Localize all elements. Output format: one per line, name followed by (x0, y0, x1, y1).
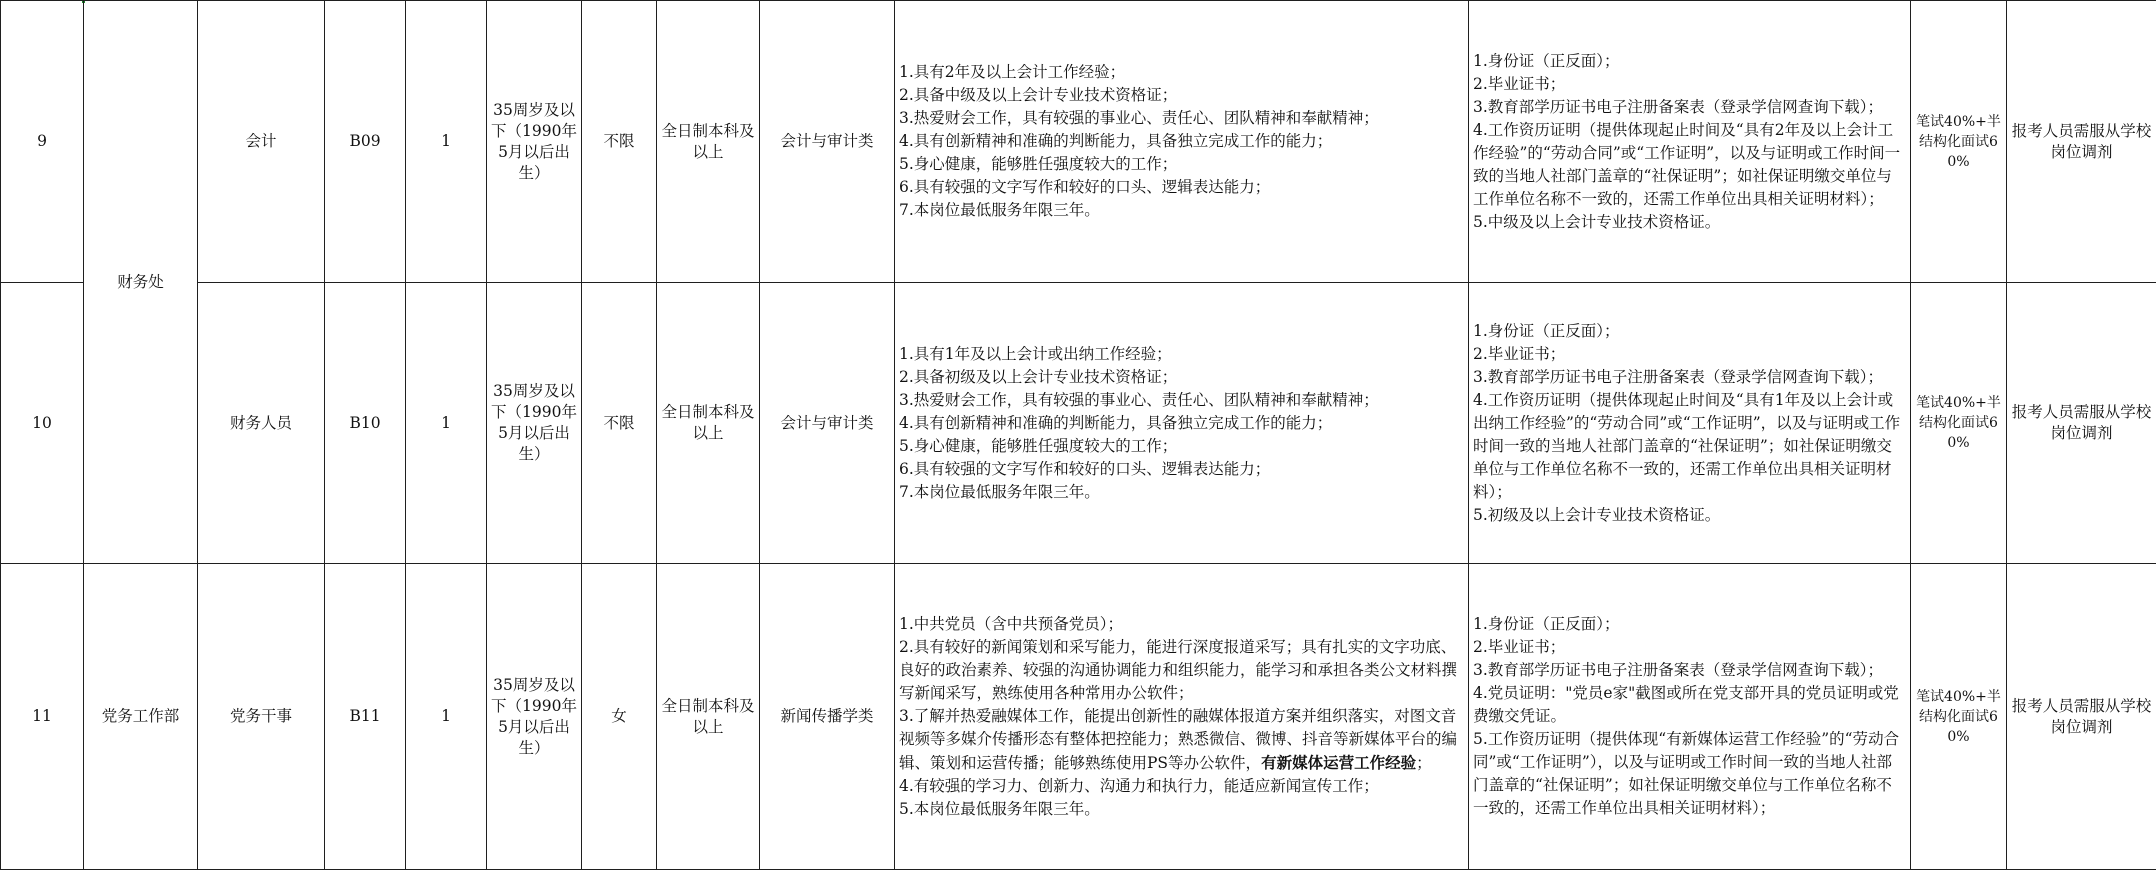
table-row (1, 564, 2156, 870)
cell-exam-method: 笔试40%+半结构化面试60% (1911, 1, 2007, 283)
cell-note: 报考人员需服从学校岗位调剂 (2007, 564, 2156, 870)
requirement-line (899, 705, 1464, 775)
material-line: 2.毕业证书； (1473, 343, 1906, 366)
cell-position: 财务人员 (198, 283, 325, 564)
requirement-emphasis: 有新媒体运营工作经验 (1261, 753, 1416, 772)
material-line: 3.教育部学历证书电子注册备案表（登录学信网查询下载）； (1473, 659, 1906, 682)
requirement-line: 1.具有1年及以上会计或出纳工作经验； (899, 343, 1464, 366)
requirement-line: 5.本岗位最低服务年限三年。 (899, 798, 1464, 821)
cell-number: 9 (1, 1, 84, 283)
material-line: 2.毕业证书； (1473, 73, 1906, 96)
requirement-line: 4.具有创新精神和准确的判断能力，具备独立完成工作的能力； (899, 412, 1464, 435)
requirement-text: ； (1416, 754, 1432, 772)
cell-age-requirement: 35周岁及以下（1990年5月以后出生） (487, 283, 582, 564)
material-line: 3.教育部学历证书电子注册备案表（登录学信网查询下载）； (1473, 366, 1906, 389)
cell-note: 报考人员需服从学校岗位调剂 (2007, 283, 2156, 564)
cell-requirements (895, 283, 1469, 564)
requirement-line: 6.具有较强的文字写作和较好的口头、逻辑表达能力； (899, 176, 1464, 199)
requirement-line: 7.本岗位最低服务年限三年。 (899, 481, 1464, 504)
cell-position: 会计 (198, 1, 325, 283)
cell-education: 全日制本科及以上 (657, 283, 760, 564)
cell-headcount: 1 (406, 1, 487, 283)
material-line: 5.初级及以上会计专业技术资格证。 (1473, 504, 1906, 527)
requirement-line: 1.中共党员（含中共预备党员）； (899, 613, 1464, 636)
cell-exam-method: 笔试40%+半结构化面试60% (1911, 283, 2007, 564)
cell-education: 全日制本科及以上 (657, 564, 760, 870)
material-line: 1.身份证（正反面）； (1473, 320, 1906, 343)
cell-age-requirement: 35周岁及以下（1990年5月以后出生） (487, 564, 582, 870)
material-line: 1.身份证（正反面）； (1473, 50, 1906, 73)
material-line: 4.工作资历证明（提供体现起止时间及“具有1年及以上会计或出纳工作经验”的“劳动合同”或“工作证明”，以及与证明或工作时间一致的当地人社部门盖章的“社保证明”；如社保证明缴交单位与工作单位名称不一致的，还需工作单位出具相关证明材料）； (1473, 389, 1906, 504)
cell-headcount: 1 (406, 564, 487, 870)
cell-number: 10 (1, 283, 84, 564)
requirement-line: 1.具有2年及以上会计工作经验； (899, 61, 1464, 84)
cell-position: 党务干事 (198, 564, 325, 870)
cell-education: 全日制本科及以上 (657, 1, 760, 283)
cell-gender: 不限 (582, 283, 657, 564)
cell-requirements (895, 1, 1469, 283)
material-line: 1.身份证（正反面）； (1473, 613, 1906, 636)
requirement-text: 3.了解并热爱融媒体工作，能提出创新性的融媒体报道方案并组织落实，对图文音视频等多媒介传播形态有整体把控能力；熟悉微信、微博、抖音等新媒体平台的编辑、策划和运营传播；能够熟练使用PS等办公软件， (899, 707, 1457, 772)
material-line: 2.毕业证书； (1473, 636, 1906, 659)
material-line: 5.中级及以上会计专业技术资格证。 (1473, 211, 1906, 234)
requirement-line: 2.具备中级及以上会计专业技术资格证； (899, 84, 1464, 107)
requirement-line: 2.具有较好的新闻策划和采写能力，能进行深度报道采写；具有扎实的文字功底、良好的政治素养、较强的沟通协调能力和组织能力，能学习和承担各类公文材料撰写新闻采写，熟练使用各种常用办公软件； (899, 636, 1464, 705)
requirement-line: 4.具有创新精神和准确的判断能力，具备独立完成工作的能力； (899, 130, 1464, 153)
cell-materials (1469, 283, 1911, 564)
cell-gender: 女 (582, 564, 657, 870)
requirement-line: 3.热爱财会工作，具有较强的事业心、责任心、团队精神和奉献精神； (899, 107, 1464, 130)
cell-materials (1469, 1, 1911, 283)
cell-headcount: 1 (406, 283, 487, 564)
cell-major: 新闻传播学类 (760, 564, 895, 870)
material-line: 5.工作资历证明（提供体现“有新媒体运营工作经验”的“劳动合同”或“工作证明”），以及与证明或工作时间一致的当地人社部门盖章的“社保证明”；如社保证明缴交单位与工作单位名称不一致的，还需工作单位出具相关证明材料）； (1473, 728, 1906, 820)
requirement-line: 6.具有较强的文字写作和较好的口头、逻辑表达能力； (899, 458, 1464, 481)
material-line: 4.工作资历证明（提供体现起止时间及“具有2年及以上会计工作经验”的“劳动合同”或“工作证明”，以及与证明或工作时间一致的当地人社部门盖章的“社保证明”；如社保证明缴交单位与工作单位名称不一致的，还需工作单位出具相关证明材料）； (1473, 119, 1906, 211)
cell-major: 会计与审计类 (760, 1, 895, 283)
requirement-line: 3.热爱财会工作，具有较强的事业心、责任心、团队精神和奉献精神； (899, 389, 1464, 412)
cell-position-code: B09 (325, 1, 406, 283)
cell-materials (1469, 564, 1911, 870)
material-line: 3.教育部学历证书电子注册备案表（登录学信网查询下载）； (1473, 96, 1906, 119)
requirement-line: 4.有较强的学习力、创新力、沟通力和执行力，能适应新闻宣传工作； (899, 775, 1464, 798)
cell-department: 财务处 (84, 1, 198, 564)
cell-requirements (895, 564, 1469, 870)
cell-major: 会计与审计类 (760, 283, 895, 564)
cell-age-requirement: 35周岁及以下（1990年5月以后出生） (487, 1, 582, 283)
material-line: 4.党员证明："党员e家"截图或所在党支部开具的党员证明或党费缴交凭证。 (1473, 682, 1906, 728)
requirement-line: 7.本岗位最低服务年限三年。 (899, 199, 1464, 222)
cell-number: 11 (1, 564, 84, 870)
table-row (1, 283, 2156, 564)
requirement-line: 5.身心健康，能够胜任强度较大的工作； (899, 153, 1464, 176)
requirement-line: 2.具备初级及以上会计专业技术资格证； (899, 366, 1464, 389)
cell-note: 报考人员需服从学校岗位调剂 (2007, 1, 2156, 283)
cell-gender: 不限 (582, 1, 657, 283)
cell-position-code: B10 (325, 283, 406, 564)
requirement-line: 5.身心健康，能够胜任强度较大的工作； (899, 435, 1464, 458)
cell-department: 党务工作部 (84, 564, 198, 870)
cell-exam-method: 笔试40%+半结构化面试60% (1911, 564, 2007, 870)
table-row (1, 1, 2156, 283)
cell-position-code: B11 (325, 564, 406, 870)
